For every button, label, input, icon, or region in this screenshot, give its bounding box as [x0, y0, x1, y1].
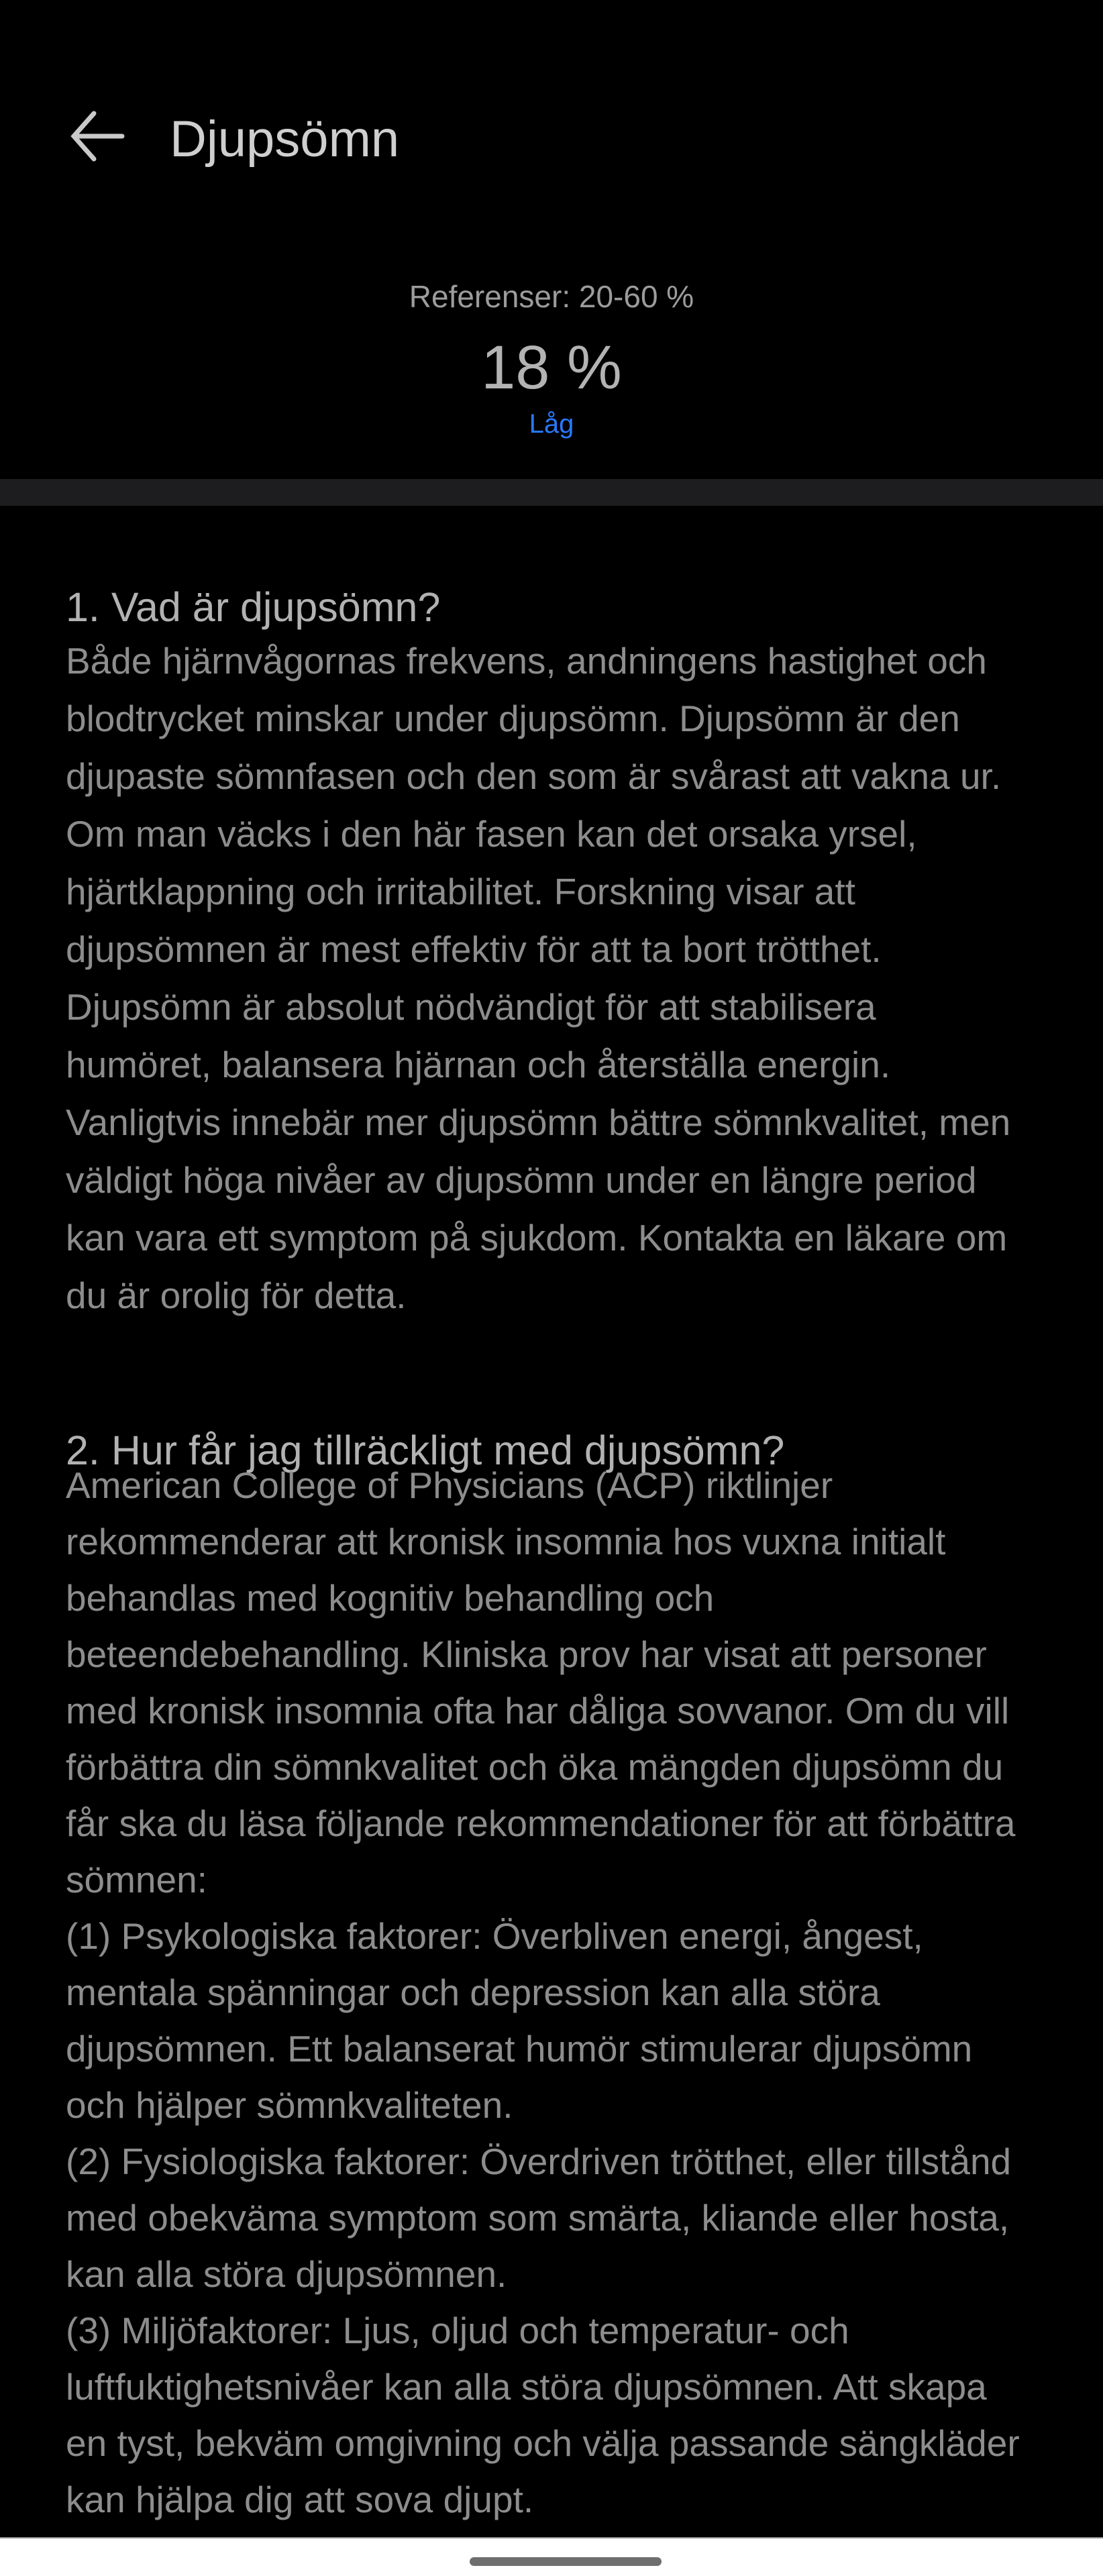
- text-line: med kronisk insomnia ofta har dåliga sovvanor. Om du vill: [66, 1690, 1010, 1731]
- text-line: beteendebehandling. Kliniska prov har visat att personer: [66, 1633, 987, 1675]
- text-line: förbättra din sömnkvalitet och öka mängden djupsömn du: [66, 1746, 1004, 1788]
- text-line: och hjälper sömnkvaliteten.: [66, 2084, 513, 2126]
- section-2-paragraph: [66, 1457, 1063, 2528]
- reference-range-label: Referenser: 20-60 %: [409, 279, 694, 314]
- text-line: mentala spänningar och depression kan alla störa: [66, 1972, 880, 2013]
- arrow-left-icon: [67, 107, 126, 169]
- text-line: med obekväma symptom som smärta, kliande eller hosta,: [66, 2197, 1010, 2239]
- text-line: djupsömnen. Ett balanserat humör stimulerar djupsömn: [66, 2028, 973, 2070]
- text-line: kan alla störa djupsömnen.: [66, 2253, 507, 2295]
- system-nav-bar: [0, 2537, 1103, 2576]
- text-line: luftfuktighetsnivåer kan alla störa djupsömnen. Att skapa: [66, 2366, 987, 2408]
- home-indicator[interactable]: [470, 2557, 662, 2566]
- text-line: American College of Physicians (ACP) riktlinjer: [66, 1464, 833, 1506]
- text-line: Om man väcks i den här fasen kan det orsaka yrsel,: [66, 813, 917, 855]
- text-line: (3) Miljöfaktorer: Ljus, oljud och temperatur- och: [66, 2310, 849, 2351]
- text-line: behandlas med kognitiv behandling och: [66, 1577, 715, 1619]
- text-line: du är orolig för detta.: [66, 1275, 407, 1316]
- text-line: Djupsömn är absolut nödvändigt för att stabilisera: [66, 986, 876, 1028]
- text-line: rekommenderar att kronisk insomnia hos vuxna initialt: [66, 1521, 946, 1562]
- text-line: (2) Fysiologiska faktorer: Överdriven trötthet, eller tillstånd: [66, 2141, 1012, 2182]
- text-line: en tyst, bekväm omgivning och välja passande sängkläder: [66, 2422, 1020, 2464]
- section-divider: [0, 479, 1103, 506]
- text-line: hjärtklappning och irritabilitet. Forskning visar att: [66, 871, 855, 912]
- text-line: humöret, balansera hjärnan och återställa energin.: [66, 1044, 891, 1085]
- text-line: väldigt höga nivåer av djupsömn under en längre period: [66, 1159, 977, 1201]
- text-line: djupaste sömnfasen och den som är svårast att vakna ur.: [66, 755, 1002, 797]
- page-title: Djupsömn: [170, 111, 400, 168]
- text-line: sömnen:: [66, 1859, 207, 1900]
- text-line: blodtrycket minskar under djupsömn. Djupsömn är den: [66, 698, 960, 739]
- app-bar: [0, 0, 1103, 201]
- text-line: Både hjärnvågornas frekvens, andningens hastighet och: [66, 640, 987, 682]
- section-2-heading: 2. Hur får jag tillräckligt med djupsömn?: [66, 1427, 785, 1473]
- text-line: kan vara ett symptom på sjukdom. Kontakta en läkare om: [66, 1217, 1008, 1258]
- deep-sleep-percentage-value: 18 %: [481, 333, 622, 402]
- text-line: kan hjälpa dig att sova djupt.: [66, 2479, 534, 2520]
- section-1-paragraph: [66, 632, 1063, 1324]
- text-line: djupsömnen är mest effektiv för att ta bort trötthet.: [66, 928, 882, 970]
- status-badge-low[interactable]: Låg: [529, 409, 574, 439]
- text-line: Vanligtvis innebär mer djupsömn bättre sömnkvalitet, men: [66, 1102, 1011, 1143]
- text-line: får ska du läsa följande rekommendationer för att förbättra: [66, 1803, 1016, 1844]
- section-1-heading: 1. Vad är djupsömn?: [66, 584, 441, 630]
- back-button[interactable]: [64, 105, 129, 170]
- text-line: (1) Psykologiska faktorer: Överbliven energi, ångest,: [66, 1915, 923, 1957]
